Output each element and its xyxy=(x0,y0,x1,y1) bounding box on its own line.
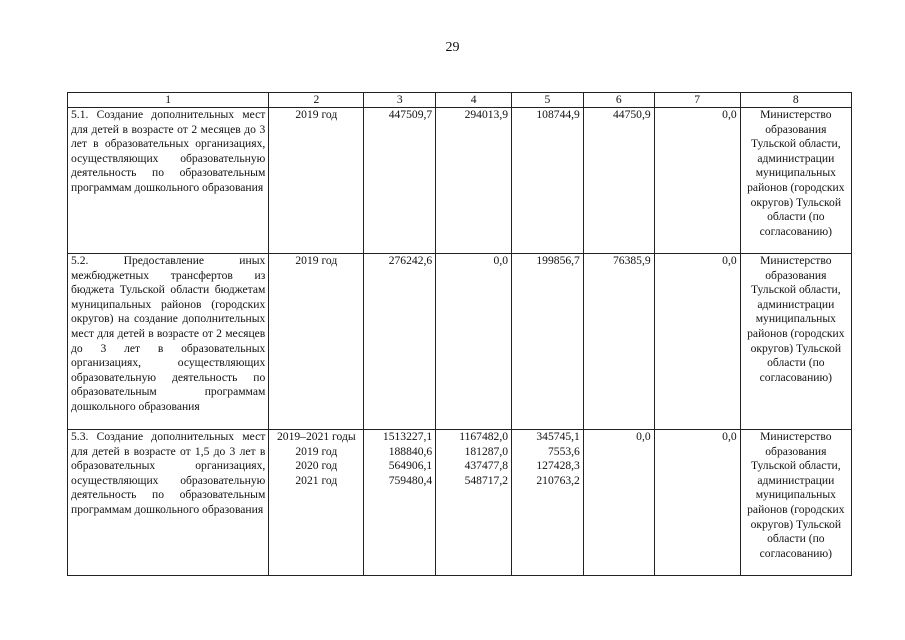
amount-value: 76385,9 xyxy=(612,254,651,267)
period-value: 2020 год xyxy=(295,459,338,473)
period-cell xyxy=(269,108,364,254)
amount-value: 7553,6 xyxy=(547,444,580,458)
col7-cell xyxy=(654,108,740,254)
executor-cell: Министерство образования Тульской области, администрации муниципальных районов (городских округов) Тульской области (по согласованию) xyxy=(740,430,851,576)
period-cell xyxy=(269,254,364,430)
amount-value: 0,0 xyxy=(722,430,737,443)
column-header: 8 xyxy=(740,93,851,108)
program-table xyxy=(67,92,852,576)
executor-cell: Министерство образования Тульской области, администрации муниципальных районов (городских округов) Тульской области (по согласованию) xyxy=(740,108,851,254)
amount-value: 181287,0 xyxy=(464,444,509,458)
period-value: 2019–2021 годы xyxy=(276,430,356,443)
table-row xyxy=(68,430,852,576)
period-value: 2019 год xyxy=(295,444,338,458)
amount-value: 127428,3 xyxy=(536,459,580,473)
col7-cell xyxy=(654,254,740,430)
col7-cell xyxy=(654,430,740,576)
measure-description: 5.3. Создание дополнительных мест для детей в возрасте от 1,5 до 3 лет в образовательных организациях, осуществляющих образовательную деятельность по образовательным программам дошкольного образования xyxy=(68,430,269,576)
amount-value: 44750,9 xyxy=(612,108,651,121)
period-value: 2019 год xyxy=(295,254,338,267)
amount-value: 548717,2 xyxy=(464,473,509,487)
col4-cell xyxy=(436,108,512,254)
amount-value: 759480,4 xyxy=(388,473,433,487)
amount-value: 0,0 xyxy=(722,254,737,267)
amount-value: 199856,7 xyxy=(536,254,580,267)
table-row xyxy=(68,108,852,254)
column-header: 7 xyxy=(654,93,740,108)
table-row xyxy=(68,254,852,430)
column-header: 3 xyxy=(364,93,436,108)
measure-description: 5.1. Создание дополнительных мест для детей в возрасте от 2 месяцев до 3 лет в образовательных организациях, осуществляющих образовательную деятельность по образовательным программам дошкольного образования xyxy=(68,108,269,254)
amount-value: 564906,1 xyxy=(388,459,433,473)
col3-cell xyxy=(364,430,436,576)
amount-value: 0,0 xyxy=(722,108,737,121)
col5-cell xyxy=(512,108,584,254)
amount-value: 188840,6 xyxy=(388,444,433,458)
amount-value: 294013,9 xyxy=(464,108,509,121)
executor-cell: Министерство образования Тульской области, администрации муниципальных районов (городских округов) Тульской области (по согласованию) xyxy=(740,254,851,430)
page-number: 29 xyxy=(445,40,460,55)
amount-value: 108744,9 xyxy=(536,108,580,121)
amount-value: 437477,8 xyxy=(464,459,509,473)
column-header: 5 xyxy=(512,93,584,108)
period-value: 2021 год xyxy=(295,473,338,487)
col5-cell xyxy=(512,254,584,430)
column-number-row xyxy=(68,93,852,108)
column-header: 2 xyxy=(269,93,364,108)
col3-cell xyxy=(364,108,436,254)
amount-value: 210763,2 xyxy=(536,473,580,487)
col4-cell xyxy=(436,430,512,576)
col6-cell xyxy=(583,108,654,254)
col6-cell xyxy=(583,430,654,576)
amount-value: 0,0 xyxy=(636,430,651,443)
column-header: 4 xyxy=(436,93,512,108)
col6-cell xyxy=(583,254,654,430)
column-header: 1 xyxy=(68,93,269,108)
amount-value: 276242,6 xyxy=(388,254,433,267)
col4-cell xyxy=(436,254,512,430)
amount-value: 0,0 xyxy=(493,254,509,267)
column-header: 6 xyxy=(583,93,654,108)
col5-cell xyxy=(512,430,584,576)
amount-value: 1513227,1 xyxy=(382,430,433,443)
period-value: 2019 год xyxy=(295,108,338,121)
amount-value: 447509,7 xyxy=(388,108,433,121)
amount-value: 1167482,0 xyxy=(459,430,509,443)
period-cell xyxy=(269,430,364,576)
amount-value: 345745,1 xyxy=(536,430,580,443)
col3-cell xyxy=(364,254,436,430)
measure-description: 5.2. Предоставление иных межбюджетных трансфертов из бюджета Тульской области бюджетам муниципальных районов (городских округов) на создание дополнительных мест для детей в возрасте от 2 месяцев до 3 лет в образовательных организациях, осуществляющих образовательную деятельность по образовательным программам дошкольного образования xyxy=(68,254,269,430)
